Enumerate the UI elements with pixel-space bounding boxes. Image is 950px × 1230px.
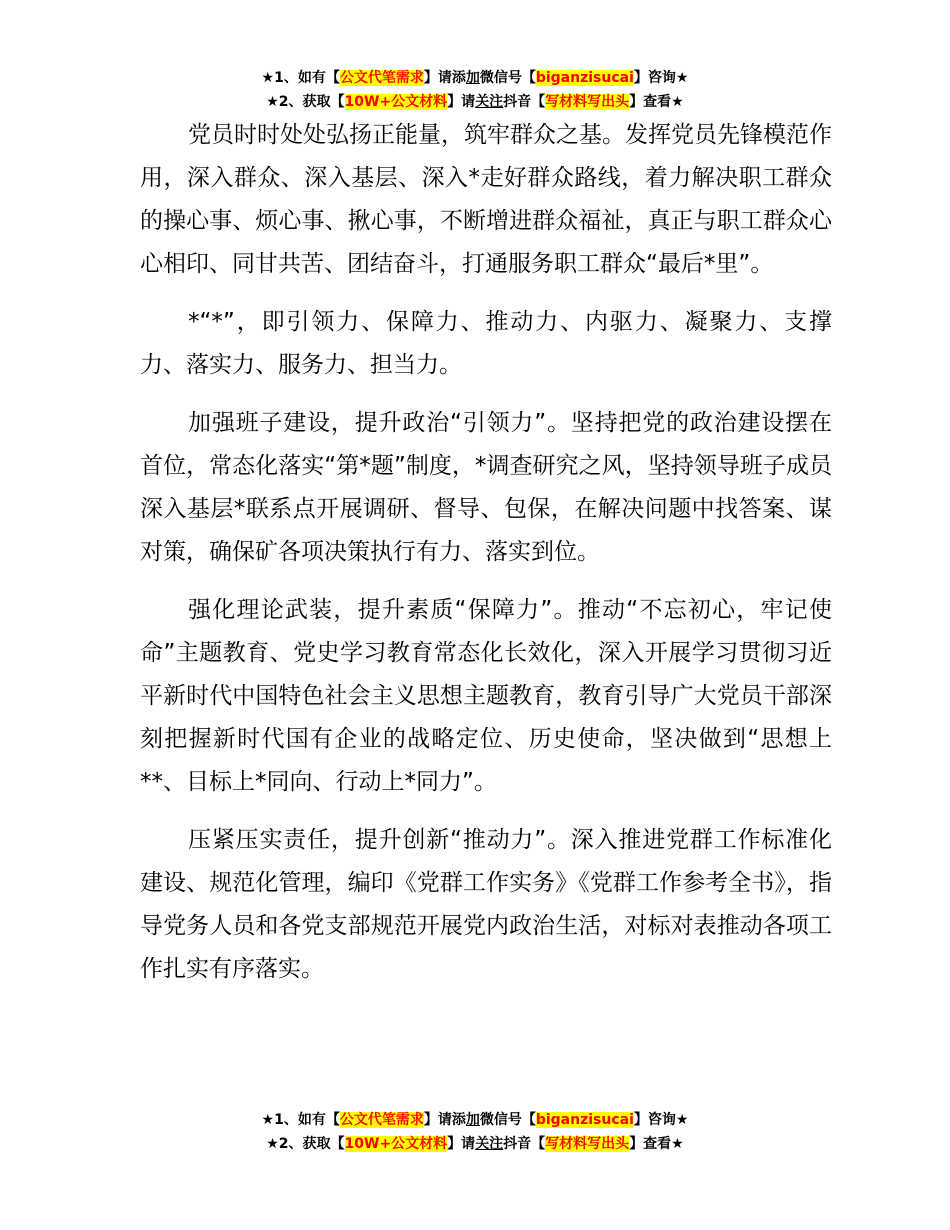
highlight-materials: 10W+公文材料 xyxy=(344,94,448,110)
footer-banner xyxy=(0,1108,950,1156)
banner-underlined-text: 加 xyxy=(465,1112,480,1128)
banner-text: ★1、如有【 xyxy=(261,1112,340,1128)
highlight-douyin-account: 写材料写出头 xyxy=(545,94,630,110)
banner-line-2 xyxy=(0,90,950,114)
banner-text: 】咨询★ xyxy=(633,1112,689,1128)
banner-text: 】咨询★ xyxy=(633,70,689,86)
highlight-douyin-account: 写材料写出头 xyxy=(545,1136,630,1152)
banner-text: 】请添 xyxy=(423,70,466,86)
banner-line-1 xyxy=(0,1108,950,1132)
paragraph-2: *“*”，即引领力、保障力、推动力、内驱力、凝聚力、支撑力、落实力、服务力、担当力。 xyxy=(140,309,832,378)
highlight-service: 公文代笔需求 xyxy=(339,1112,424,1128)
banner-text: 】查看★ xyxy=(629,1136,684,1152)
banner-underlined-text: 加 xyxy=(465,70,480,86)
paragraph-4: 强化理论武装，提升素质“保障力”。推动“不忘初心，牢记使命”主题教育、党史学习教育常态化长效化，深入开展学习贯彻习近平新时代中国特色社会主义思想主题教育，教育引导广大党员干部深刻把握新时代国有企业的战略定位、历史使命，坚决做到“思想上**、目标上*同向、行动上*同力”。 xyxy=(140,597,832,795)
banner-text: ★2、获取【 xyxy=(266,94,345,110)
highlight-wechat-id: biganzisucai xyxy=(535,70,634,86)
highlight-service: 公文代笔需求 xyxy=(339,70,424,86)
banner-text: ★1、如有【 xyxy=(261,70,340,86)
paragraph-5: 压紧压实责任，提升创新“推动力”。深入推进党群工作标准化建设、规范化管理，编印《党群工作实务》《党群工作参考全书》，指导党务人员和各党支部规范开展党内政治生活，对标对表推动各项工作扎实有序落实。 xyxy=(140,827,832,982)
banner-line-1 xyxy=(0,66,950,90)
banner-text: 】查看★ xyxy=(629,94,684,110)
paragraph-3: 加强班子建设，提升政治“引领力”。坚持把党的政治建设摆在首位，常态化落实“第*题”制度，*调查研究之风，坚持领导班子成员深入基层*联系点开展调研、督导、包保，在解决问题中找答案、谋对策，确保矿各项决策执行有力、落实到位。 xyxy=(140,410,832,565)
banner-line-2 xyxy=(0,1132,950,1156)
highlight-wechat-id: biganzisucai xyxy=(535,1112,634,1128)
banner-text: 】请 xyxy=(447,94,476,110)
banner-underlined-text: 关注 xyxy=(475,1136,504,1152)
banner-underlined-text: 关注 xyxy=(475,94,504,110)
document-body xyxy=(140,114,832,1006)
paragraph-1: 党员时时处处弘扬正能量，筑牢群众之基。发挥党员先锋模范作用，深入群众、深入基层、深入*走好群众路线，着力解决职工群众的操心事、烦心事、揪心事，不断增进群众福祉，真正与职工群众心心相印、同甘共苦、团结奋斗，打通服务职工群众“最后*里”。 xyxy=(140,122,832,277)
highlight-materials: 10W+公文材料 xyxy=(344,1136,448,1152)
banner-text: 】请添 xyxy=(423,1112,466,1128)
banner-text: ★2、获取【 xyxy=(266,1136,345,1152)
banner-text: 】请 xyxy=(447,1136,476,1152)
banner-text: 抖音【 xyxy=(503,94,546,110)
header-banner xyxy=(0,66,950,114)
banner-text: 微信号【 xyxy=(479,70,536,86)
banner-text: 抖音【 xyxy=(503,1136,546,1152)
banner-text: 微信号【 xyxy=(479,1112,536,1128)
